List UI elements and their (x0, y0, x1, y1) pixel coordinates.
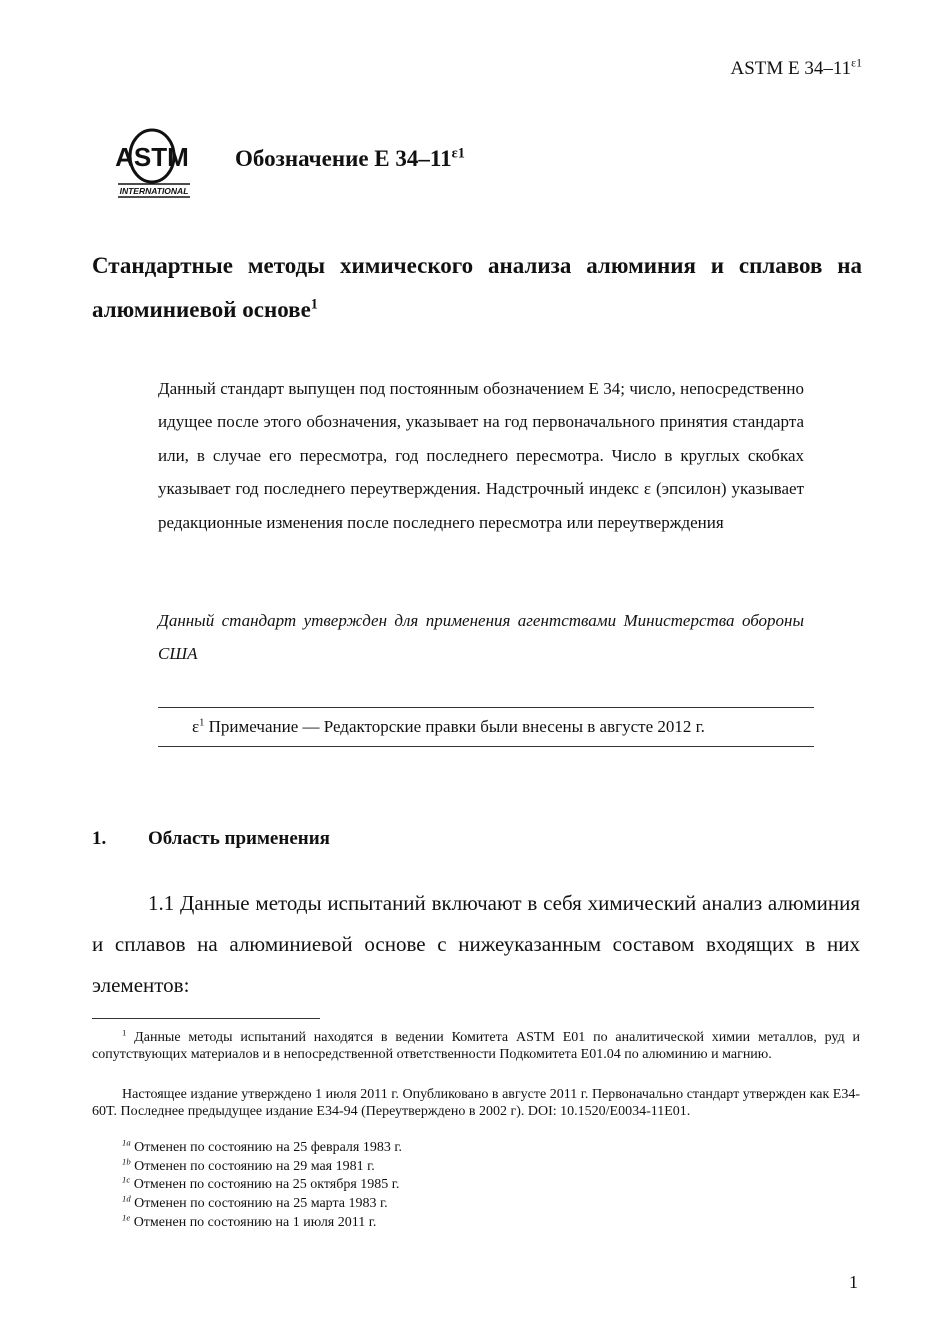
footnote-separator (92, 1018, 320, 1019)
designation-text: Обозначение E 34–11 (235, 146, 452, 171)
header-code-sup: ε1 (851, 56, 862, 70)
note-text: Примечание — Редакторские правки были внесены в августе 2012 г. (204, 717, 705, 736)
footnote-text: Отменен по состоянию на 25 октября 1985 г. (130, 1177, 400, 1192)
footnote-withdrawn-1a (122, 1139, 402, 1156)
footnote-withdrawn-1e (122, 1214, 376, 1231)
footnote-text: Отменен по состоянию на 25 февраля 1983 г. (130, 1140, 403, 1155)
section-number: 1. (92, 828, 107, 849)
astm-logo-graphic (114, 128, 194, 200)
paragraph-1-1: 1.1 Данные методы испытаний включают в себя химический анализ алюминия и сплавов на алюминиевой основе с нижеуказанным составом входящих в них элементов: (92, 891, 860, 997)
footnote-1 (92, 1029, 860, 1063)
designation-sup: ε1 (451, 145, 465, 162)
logo-caption: INTERNATIONAL (119, 186, 189, 196)
title-text: Стандартные методы химического анализа алюминия и сплавов на алюминиевой основе (92, 253, 862, 322)
astm-logo-icon (114, 128, 194, 200)
footnote-mark: 1c (122, 1174, 131, 1185)
footnote-mark: 1e (122, 1212, 131, 1223)
editorial-note (158, 707, 814, 747)
dod-approval-statement: Данный стандарт утвержден для применения агентствами Министерства обороны США (158, 611, 804, 663)
footnote-withdrawn-1c (122, 1176, 399, 1193)
header-code: ASTM E 34–11 (730, 58, 852, 79)
footnote-text: Отменен по состоянию на 1 июля 2011 г. (130, 1215, 377, 1230)
logo-letters: ASTM (115, 142, 189, 172)
footnote-mark: 1d (122, 1193, 131, 1204)
document-title (92, 244, 862, 332)
footnote-withdrawn-1b (122, 1158, 375, 1175)
title-footnote-mark: 1 (310, 296, 318, 313)
footnote-1-text: Данные методы испытаний находятся в ведении Комитета ASTM E01 по аналитической химии металлов, руд и сопутствующих материалов и в непосредственной ответственности Подкомитета E01.04 по алюминию и магнию. (92, 1030, 860, 1062)
intro-paragraph: Данный стандарт выпущен под постоянным обозначением E 34; число, непосредственно идущее после этого обозначения, указывает на год первоначального принятия стандарта или, в случае его пересмотра, год последнего пересмотра. Число в круглых скобках указывает год последнего переутверждения. Надстрочный индекс ε (эпсилон) указывает редакционные изменения после последнего пересмотра или переутверждения (158, 379, 804, 532)
designation (235, 146, 465, 172)
footnote-mark: 1a (122, 1137, 131, 1148)
running-header (730, 58, 862, 80)
footnote-text: Отменен по состоянию на 25 марта 1983 г. (130, 1196, 388, 1211)
note-sup: 1 (199, 717, 205, 729)
footnote-text: Отменен по состоянию на 29 мая 1981 г. (130, 1159, 375, 1174)
page-number: 1 (849, 1272, 858, 1292)
section-title: Область применения (148, 828, 330, 849)
footnote-edition: Настоящее издание утверждено 1 июля 2011 г. Опубликовано в августе 2011 г. Первоначально стандарт утвержден как E34-60T. Последнее предыдущее издание E34-94 (Переутверждено в 2002 г). DOI: 10.1520/E0034-11E01. (92, 1087, 860, 1119)
note-epsilon: ε (192, 717, 200, 736)
footnote-1-mark: 1 (122, 1027, 127, 1038)
footnote-withdrawn-1d (122, 1195, 388, 1212)
footnote-mark: 1b (122, 1156, 131, 1167)
